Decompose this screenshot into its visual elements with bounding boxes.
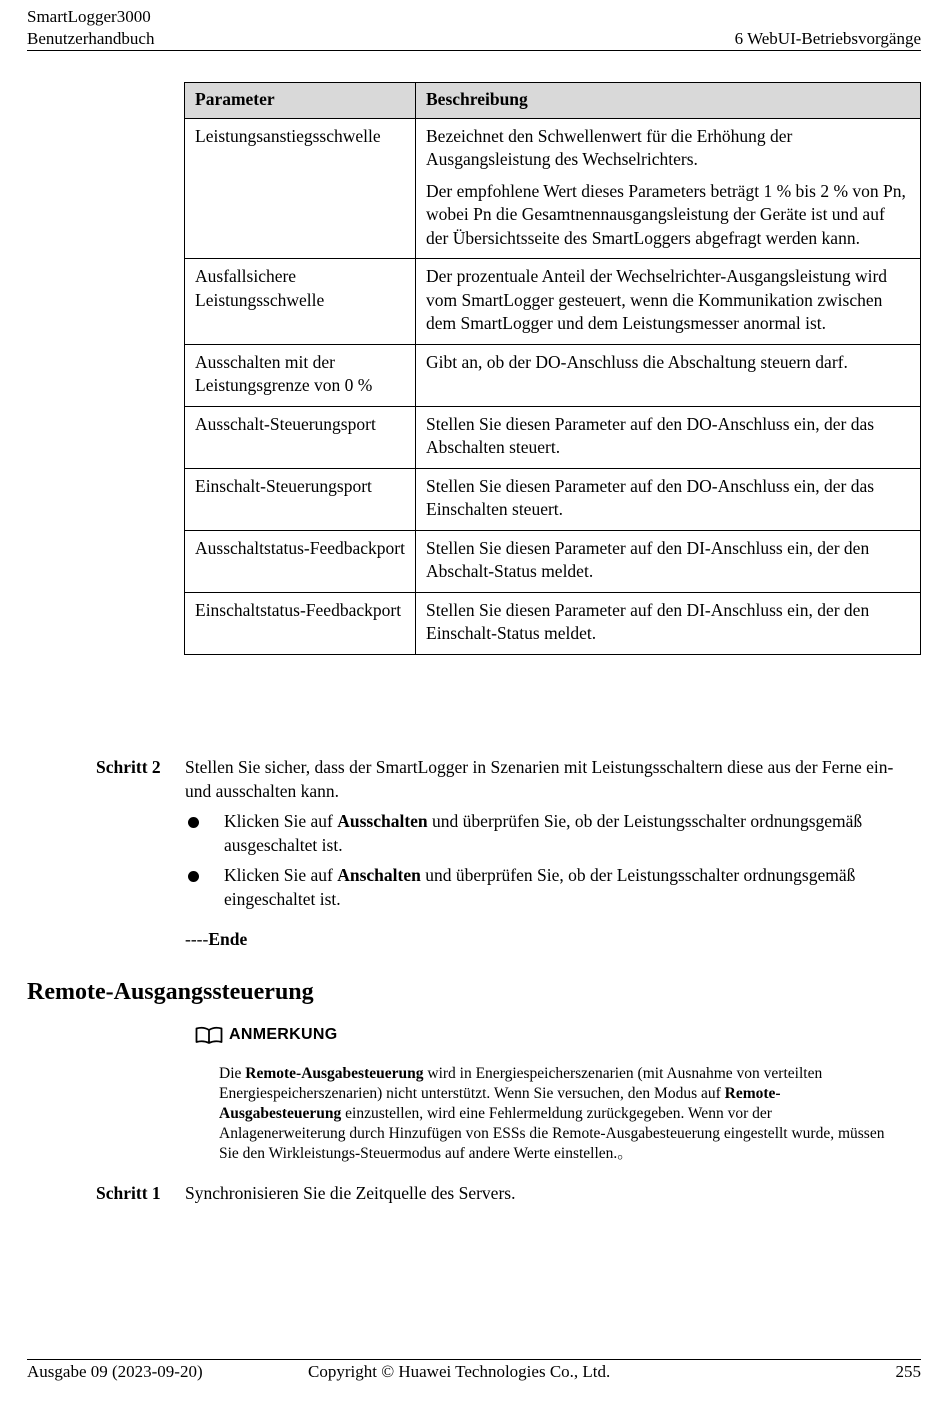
bullet-keyword-anschalten: Anschalten — [337, 865, 421, 885]
param-cell: Ausschaltstatus-Feedbackport — [185, 530, 416, 592]
note-text-part: einzustellen, wird eine Fehlermeldung zurückgegeben. Wenn vor der Anlagenerweiterung durch Hinzufügen von ESSs die Remote-Ausgabesteuerung eingestellt wurde, müssen Sie den Wirkleistungs-Steuermodus auf andere Werte einstellen.。 — [219, 1105, 885, 1162]
table-row — [185, 259, 921, 345]
table-row — [185, 344, 921, 406]
param-cell: Ausfallsichere Leistungsschwelle — [185, 259, 416, 345]
step-2-label: Schritt 2 — [96, 757, 161, 777]
note-text-part: wird in Energiespeicherszenarien (mit Ausnahme von verteilten Energiespeicherszenarien) nicht unterstützt. Wenn Sie versuchen, den Modus auf — [219, 1065, 823, 1102]
footer-copyright: Copyright © Huawei Technologies Co., Ltd. — [308, 1362, 611, 1381]
desc-cell — [416, 259, 921, 345]
bullet-text — [224, 864, 865, 911]
bullet-keyword-ausschalten: Ausschalten — [337, 811, 428, 831]
parameter-table — [184, 82, 921, 655]
desc-cell — [416, 118, 921, 259]
param-cell: Ausschalten mit der Leistungsgrenze von 0 % — [185, 344, 416, 406]
bullet-dot-icon — [188, 871, 199, 882]
column-header-description: Beschreibung — [416, 83, 921, 119]
list-item — [185, 864, 865, 911]
param-cell: Ausschalt-Steuerungsport — [185, 406, 416, 468]
desc-paragraph: Der empfohlene Wert dieses Parameters beträgt 1 % bis 2 % von Pn, wobei Pn die Gesamtnennausgangsleistung der Geräte ist und auf der Übersichtsseite des SmartLoggers abgefragt werden kann. — [426, 180, 906, 248]
note-text-part: Die — [219, 1065, 246, 1082]
table-header-row — [185, 83, 921, 119]
table-row — [185, 530, 921, 592]
desc-cell — [416, 344, 921, 406]
page-header-left — [27, 6, 154, 50]
list-item — [185, 810, 865, 857]
footer-page-number: 255 — [895, 1362, 921, 1381]
note-keyword: Remote-Ausgabesteuerung — [245, 1065, 424, 1082]
note-header — [195, 1024, 337, 1046]
header-product: SmartLogger3000 — [27, 7, 151, 26]
param-cell: Leistungsanstiegsschwelle — [185, 118, 416, 259]
desc-paragraph: Bezeichnet den Schwellenwert für die Erhöhung der Ausgangsleistung des Wechselrichters. — [426, 125, 793, 169]
desc-paragraph: Gibt an, ob der DO-Anschluss die Abschaltung steuern darf. — [426, 351, 848, 372]
desc-cell — [416, 468, 921, 530]
desc-cell — [416, 406, 921, 468]
desc-cell — [416, 592, 921, 654]
param-cell: Einschaltstatus-Feedbackport — [185, 592, 416, 654]
bullet-text-part: Klicken Sie auf — [224, 811, 338, 831]
param-cell: Einschalt-Steuerungsport — [185, 468, 416, 530]
end-word: Ende — [208, 929, 248, 949]
desc-paragraph: Stellen Sie diesen Parameter auf den DO-Anschluss ein, der das Einschalten steuert. — [426, 475, 875, 519]
header-divider — [27, 50, 921, 51]
end-marker — [185, 928, 247, 952]
open-book-icon — [195, 1026, 223, 1044]
step-1-label: Schritt 1 — [96, 1183, 161, 1203]
bullet-dot-icon — [188, 817, 199, 828]
note-keyword: Remote-Ausgabesteuerung — [219, 1085, 781, 1122]
bullet-text-part: und überprüfen Sie, ob der Leistungsschalter ordnungsgemäß ausgeschaltet ist. — [224, 811, 863, 855]
step-1-text: Synchronisieren Sie die Zeitquelle des Servers. — [185, 1183, 516, 1203]
bullet-text-part: und überprüfen Sie, ob der Leistungsschalter ordnungsgemäß eingeschaltet ist. — [224, 865, 856, 909]
header-doc-type: Benutzerhandbuch — [27, 29, 155, 48]
note-text — [219, 1064, 899, 1164]
note-label: ANMERKUNG — [229, 1026, 338, 1043]
table-row — [185, 406, 921, 468]
table-row — [185, 468, 921, 530]
desc-paragraph: Stellen Sie diesen Parameter auf den DI-Anschluss ein, der den Abschalt-Status meldet. — [426, 537, 870, 581]
section-title: Remote-Ausgangssteuerung — [27, 979, 314, 1005]
step-2-text: Stellen Sie sicher, dass der SmartLogger in Szenarien mit Leistungsschaltern diese aus der Ferne ein- und ausschalten kann. — [185, 757, 894, 801]
footer-divider — [27, 1359, 921, 1360]
header-chapter: 6 WebUI-Betriebsvorgänge — [734, 29, 921, 48]
table-row — [185, 592, 921, 654]
column-header-parameter: Parameter — [185, 83, 416, 119]
footer-issue: Ausgabe 09 (2023-09-20) — [27, 1362, 203, 1381]
desc-paragraph: Stellen Sie diesen Parameter auf den DO-Anschluss ein, der das Abschalten steuert. — [426, 413, 875, 457]
desc-paragraph: Stellen Sie diesen Parameter auf den DI-Anschluss ein, der den Einschalt-Status meldet. — [426, 599, 870, 643]
end-dashes: ---- — [185, 929, 209, 949]
table-row — [185, 118, 921, 259]
desc-paragraph: Der prozentuale Anteil der Wechselrichter-Ausgangsleistung wird vom SmartLogger gesteuert, wenn die Kommunikation zwischen dem SmartLogger und dem Leistungsmesser anormal ist. — [426, 266, 888, 333]
bullet-text — [224, 810, 865, 857]
desc-cell — [416, 530, 921, 592]
bullet-text-part: Klicken Sie auf — [224, 865, 338, 885]
